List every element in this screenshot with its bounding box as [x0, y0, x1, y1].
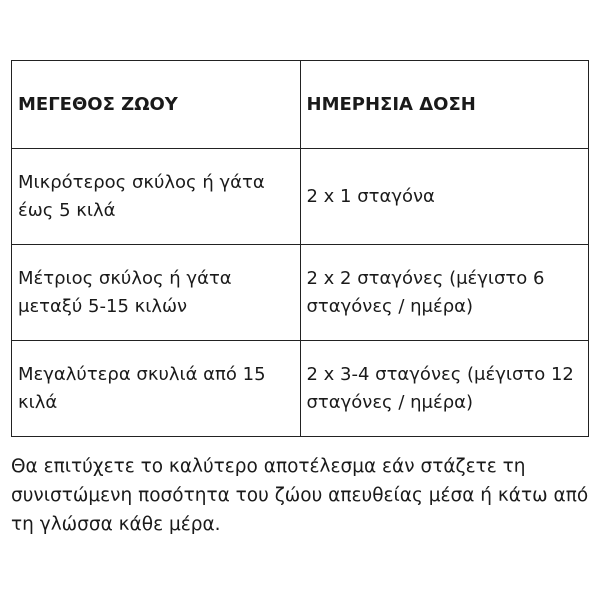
usage-note: Θα επιτύχετε το καλύτερο αποτέλεσμα εάν στάζετε τη συνιστώμενη ποσότητα του ζώου απευθείας μέσα ή κάτω από τη γλώσσα κάθε μέρα. — [11, 456, 589, 535]
dosage-table — [11, 60, 589, 437]
header-animal-size: ΜΕΓΕΘΟΣ ΖΩΟΥ — [12, 61, 301, 149]
cell-animal-size: Μέτριος σκύλος ή γάτα μεταξύ 5-15 κιλών — [12, 245, 301, 341]
table-header-row — [12, 61, 589, 149]
table-row — [12, 245, 589, 341]
header-daily-dose: ΗΜΕΡΗΣΙΑ ΔΟΣΗ — [300, 61, 589, 149]
cell-animal-size: Μεγαλύτερα σκυλιά από 15 κιλά — [12, 341, 301, 437]
table-row — [12, 341, 589, 437]
cell-daily-dose: 2 x 2 σταγόνες (μέγιστο 6 σταγόνες / ημέρα) — [300, 245, 589, 341]
cell-daily-dose: 2 x 1 σταγόνα — [300, 149, 589, 245]
cell-daily-dose: 2 x 3-4 σταγόνες (μέγιστο 12 σταγόνες / ημέρα) — [300, 341, 589, 437]
table-row — [12, 149, 589, 245]
cell-animal-size: Μικρότερος σκύλος ή γάτα έως 5 κιλά — [12, 149, 301, 245]
